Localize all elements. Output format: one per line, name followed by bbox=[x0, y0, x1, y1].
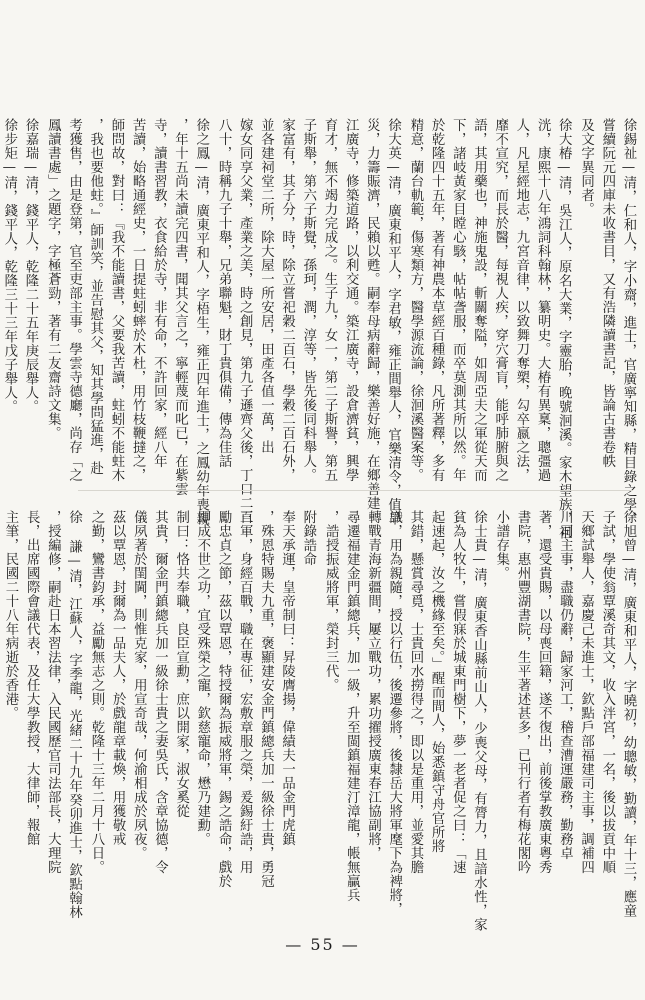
bottom-text-column: 其錯，懸賞尋覓，士貴回水撈得之，即以是重用，並愛其膽 bbox=[407, 510, 423, 874]
top-text-column: 徐嘉瑞—清，錢平人，乾隆二十五年庚辰舉人。 bbox=[23, 118, 38, 414]
top-text-column: 家富有，其子分，時，除立嘗祀穀二百石，學穀二百石外， bbox=[279, 118, 295, 482]
bottom-text-column: 制曰：恪共奉職，良臣宣勳，庶以開家，淑女奚從 bbox=[173, 510, 189, 818]
bottom-text-column: 長，出席國際會議代表，及任大學教授，大律師，報館 bbox=[24, 510, 40, 846]
bottom-text-column: 小譜存集。 bbox=[493, 510, 509, 580]
bottom-text-column: 附錄誥命 bbox=[300, 510, 316, 566]
top-text-column: 下，諸岐黃家目瞠心駭，帖帖詟服，而卒莫測其所以然。年 bbox=[450, 118, 466, 482]
top-text-column: 徐錫祉—清，仁和人，字小齋，進士，官廣寧知縣，精目錄之學， bbox=[621, 118, 636, 526]
bottom-text-column: 徐旭曾—清，廣東和平人，字曉初，幼聰敏，勤讀，年十三，應童 bbox=[621, 510, 636, 918]
top-text-column: 語，其用藥也，神施鬼設，斬關奪隘，如周亞夫之軍從天而 bbox=[471, 118, 487, 482]
top-text-column: 並各建祠堂二所，除大屋一所安居，田產各值一萬，出 bbox=[258, 118, 274, 454]
top-text-column: 江廣寺，修築道路，以利交通。築江廣寺，設倉濟貧，興學 bbox=[343, 118, 359, 482]
top-text-column: 災，力籌賑濟，民賴以甦。嗣奉母病辭歸，樂善好施，在鄉善建 bbox=[364, 118, 380, 510]
bottom-text-column: 儀夙著於閨閫，則惟克家，用宣奇哉，何渝相成於夙夜。 bbox=[131, 510, 147, 860]
section-divider bbox=[78, 490, 633, 491]
top-text-column: 人，凡星經地志，九宮音律，以致舞刀奪槊，勾卒嬴之法， bbox=[513, 118, 529, 482]
bottom-text-column: ，誥授振威將軍，榮封三代。 bbox=[323, 510, 339, 692]
top-text-column: 嘗續阮元四庫未收書目，又有浩隣讀書記，皆論古書卷帙 bbox=[599, 118, 615, 468]
bottom-text-column: 主筆，民國二十八年病逝於香港。 bbox=[3, 510, 18, 720]
top-text-column: 嫁女同享父業，產業之美，時之創見，第九子遜齊父後，丁口二百 bbox=[237, 118, 253, 524]
bottom-text-column: 其貴，爾金門鎮總兵加一級徐士貴之妻吳氏，含章協德，令 bbox=[152, 510, 168, 874]
bottom-text-column: ，授編修，嗣赴日本習法律，入民國歷官司法部長，大理院 bbox=[45, 510, 61, 874]
top-text-column: 苦讀，始略通經史，一日提蛀蚓蟀於木杜，用竹枝鞭撻之， bbox=[130, 118, 146, 482]
bottom-text-column: 子試，學使翁覃溪奇其文，收入泮宮，一名，後以拔貢中順 bbox=[599, 510, 615, 874]
top-text-column: 育才，無不竭力完成之。生子九，女一，第二子斯譽，第五 bbox=[322, 118, 337, 482]
top-text-column: 及文字異同者。 bbox=[578, 118, 594, 216]
bottom-text-column: 徐 謙—清，江蘇人，字季龍，光緒二十九年癸卯進士，欽點翰林 bbox=[66, 510, 82, 920]
bottom-text-column: ，殊恩特賜夫九重，褒顯建安金門鎮總兵加一級徐士貴，勇冠 bbox=[258, 510, 274, 888]
bottom-text-column: 茲以覃恩，封爾為一品夫人，於戲龍章載煥，用獲敬戒 bbox=[110, 510, 126, 846]
top-text-column: 徐之鳳—清，廣東平和人，字梧生，雍正四年進士，之鳳幼年喪親 bbox=[193, 118, 209, 526]
top-text-column: ，我也要他蛀。』師訓笑，並告慰其父，知其學問猛進，赴 bbox=[87, 118, 103, 476]
top-text-column: 徐大英—清，廣東和平人，字君敏，雍正間舉人，官樂清令，值旱 bbox=[385, 118, 401, 526]
bottom-text-column: 著，還受貴賜，以母喪回籍，遂不復出，前後掌教廣東粵秀 bbox=[536, 510, 552, 874]
page-number: — 55 — bbox=[285, 935, 360, 954]
bottom-text-column: 奉天承運，皇帝制曰：昇陵膺揚，偉績夫一品金門虎鎮 bbox=[279, 510, 295, 846]
top-text-column: 靡不宣究，而長於醫，每視人疾，穿穴膏肓，能呼肺腑與之 bbox=[492, 118, 508, 482]
bottom-text-column: 勵忠貞之節，茲以覃恩，特授爾為振威將軍，錫之誥命，戲於 bbox=[216, 510, 232, 888]
top-text-column: 洸，康熙十八年鴻詞科翰林，纂明史。大椿有異稟，聰彊過 bbox=[535, 118, 551, 482]
bottom-text-column: 川司主事，盡職仍辭，歸家河工，稽查漕運嚴務，勤務卓 bbox=[557, 510, 573, 860]
bottom-text-column: 即成不世之功，宜受殊榮之寵，欽慈寵命，懋乃建勳。 bbox=[194, 510, 210, 846]
bottom-text-column: 尋遷福建金門鎮總兵，加一級，升至閩鎮福建汀漳龍，帳無贏兵 bbox=[344, 510, 360, 902]
top-text-column: 鳳讀書處」之題字，字極蒼勁，著有二友齋詩文集。 bbox=[45, 118, 61, 440]
top-text-column: ，年十五尚未讀完四書，聞其父言之，寧輕蔑而叱已，在紫雲 bbox=[172, 118, 188, 496]
top-text-column: 師問故，對曰：『我不能讀書，父要我苦讀，蛀蚓不能蛀木 bbox=[108, 118, 124, 482]
bottom-text-column: 徐士貴—清，廣東香山縣前山人，少喪父母，有膂力，且諳水性，家 bbox=[471, 510, 487, 932]
bottom-text-column: 識，用為親隨，授以行伍，後遷參將，後隸岳大將軍麾下為裨將， bbox=[386, 510, 402, 916]
top-text-column: 於乾隆四十五年，著有神農本草經百種錄，凡所著釋，多有 bbox=[429, 118, 445, 482]
bottom-text-block bbox=[3, 510, 638, 932]
top-text-column: 考獲售，由是登第，官至吏部主事。學雲寺德廳，尚存「之 bbox=[66, 118, 82, 482]
top-text-column: 精意，蘭台軌範，傷寒類方，醫學源流論，徐洄溪醫案等。 bbox=[407, 118, 423, 482]
top-text-column: 子斯舉，第六子斯覺，孫珂，潤，淳等，皆先後同科舉人。 bbox=[300, 118, 316, 482]
bottom-text-column: 書院，惠州豐湖書院，生平著述甚多，已刊行者有梅花閣吟 bbox=[515, 510, 531, 874]
bottom-text-column: 貧為人牧牛，嘗假寐於城東門樹下，夢一老者促之曰：「速 bbox=[450, 510, 466, 874]
bottom-text-column: 起速起，汝之機緣至矣。」醒而間人，始悉鎮守舟官所將 bbox=[429, 510, 445, 854]
bottom-text-column: 轉戰青海新疆間，屢立戰功，累功擢授廣東春江協副將， bbox=[365, 510, 381, 860]
bottom-text-column: 之勤，鸞書鈞承，益勵無志之則。乾隆十三年二月十八日。 bbox=[88, 510, 104, 874]
top-text-column: 徐大椿—清，吳江人，原名大業，字靈胎，晚號洄溪。家木望族，祖 bbox=[556, 118, 572, 540]
bottom-text-column: 三軍，身經百戰，職在專征，宏敷章服之榮，爰錫紆誥，用 bbox=[237, 510, 253, 874]
bottom-text-column: 天鄉試舉人，嘉慶己未進士，欽點戶部福建司主事，調補四 bbox=[578, 510, 594, 874]
top-text-column: 徐步矩—清，錢平人，乾隆三十三年戊子舉人。 bbox=[1, 118, 17, 414]
top-text-column: 寺，讀書習教，衣食給於寺，非有命，不許回家，經八年 bbox=[151, 118, 167, 468]
top-text-column: 八十，時稱九子十舉，兄弟聯魁，財丁貴俱備，傳為佳話 bbox=[216, 118, 232, 468]
